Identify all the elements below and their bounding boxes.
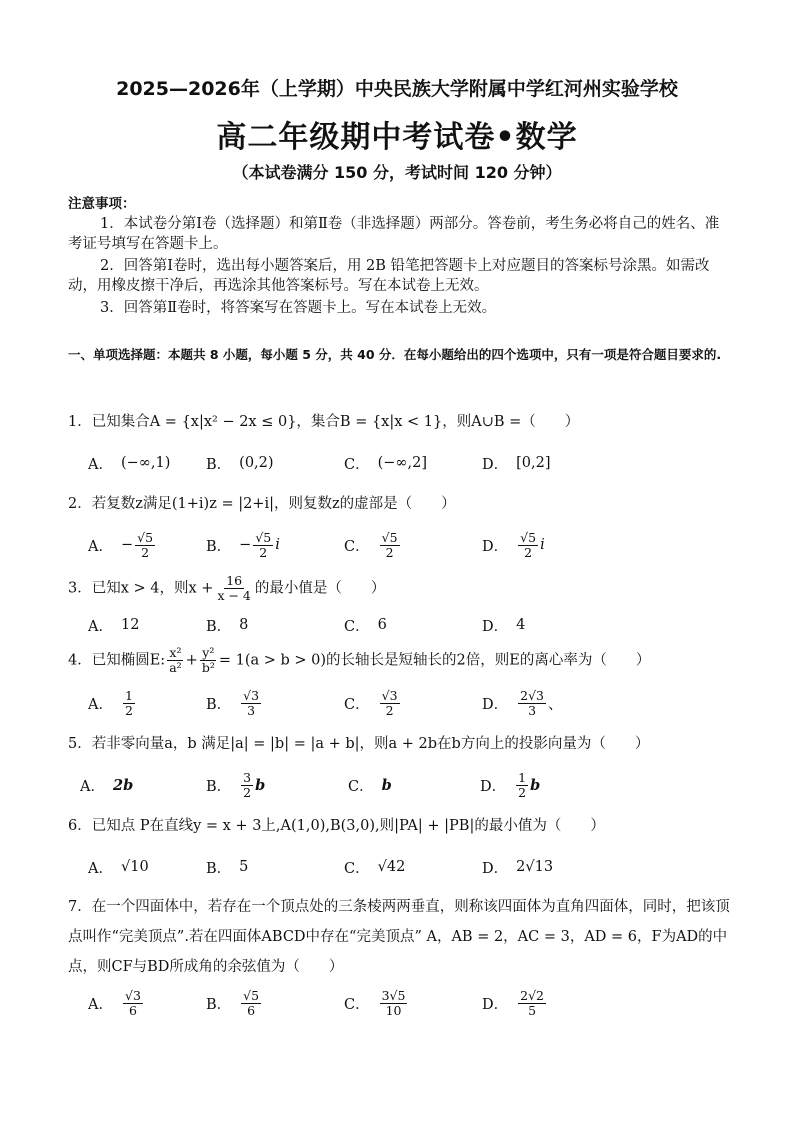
q5-option-b[interactable]: B． $\frac{3}{2}$ b (206, 769, 266, 800)
q2-option-b[interactable]: B． − $\frac{√5}{2}$ i (206, 529, 280, 560)
question-3-stem: 3．已知x > 4，则x + $\frac{16}{x - 4}$ 的最小值是（ ） (68, 573, 386, 603)
question-7-stem: 7．在一个四面体中，若存在一个顶点处的三条棱两两垂直，则称该四面体为直角四面体，同时，把该顶点叫作“完美顶点”.若在四面体ABCD中存在“完美顶点” A，AB = 2，AC = 3，AD = 6，F为AD的中点，则CF与BD所成角的余弦值为（ ） (68, 899, 730, 975)
q2-option-d[interactable]: D． $\frac{√5}{2}$ i (482, 529, 545, 560)
notes-heading: 注意事项： (68, 196, 136, 212)
q4-option-b[interactable]: B． $\frac{√3}{3}$ (206, 687, 260, 718)
question-4-options (88, 686, 648, 720)
q6-option-d[interactable]: D． 2√13 (482, 859, 554, 877)
q5-option-c[interactable]: C． b (348, 776, 392, 795)
q1-option-c[interactable]: C． (−∞,2] (344, 455, 427, 473)
question-1-options (88, 446, 648, 480)
exam-title: 高二年级期中考试卷•数学 (216, 120, 578, 155)
q7-option-c[interactable]: C． $\frac{3√5}{10}$ (344, 987, 406, 1018)
q6-option-c[interactable]: C． √42 (344, 859, 406, 877)
q6-option-b[interactable]: B． 5 (206, 859, 249, 877)
question-3-options (88, 608, 648, 642)
q1-option-d[interactable]: D． [0,2] (482, 455, 551, 473)
q4-option-d[interactable]: D． $\frac{2√3}{3}$ 、 (482, 687, 563, 718)
q5-option-d[interactable]: D． $\frac{1}{2}$ b (480, 769, 541, 800)
question-4-stem: 4．已知椭圆E: $\frac{\text{x²}}{\text{a²}}$ + $\frac{\text{y²}}{\text{b²}}$ = 1(a > b > 0)的长轴长是短轴长的2倍，则E的离心率为（ ） (68, 645, 651, 675)
q6-option-a[interactable]: A． √10 (88, 859, 149, 877)
q4-option-a[interactable]: A． $\frac{1}{2}$ (88, 687, 133, 718)
q3-option-b[interactable]: B． 8 (206, 617, 249, 635)
question-1-stem: 1．已知集合A = {x|x² − 2x ≤ 0}，集合B = {x|x < 1}，则A∪B =（ ） (68, 414, 580, 430)
q3-option-c[interactable]: C． 6 (344, 617, 387, 635)
question-6-options (88, 850, 648, 884)
q5-option-a[interactable]: A． 2b (80, 776, 134, 795)
note-item-2: 2．回答第Ⅰ卷时，选出每小题答案后，用 2B 铅笔把答题卡上对应题目的答案标号涂黑。如需改动，用橡皮擦干净后，再选涂其他答案标号。写在本试卷上无效。 (68, 258, 710, 294)
note-item-3: 3．回答第Ⅱ卷时，将答案写在答题卡上。写在本试卷上无效。 (100, 300, 497, 316)
question-7-options (88, 986, 648, 1020)
q2-option-c[interactable]: C． $\frac{√5}{2}$ (344, 529, 398, 560)
question-2-options (88, 528, 648, 562)
school-name: 2025—2026年（上学期）中央民族大学附属中学红河州实验学校 (116, 78, 678, 100)
q7-option-a[interactable]: A． $\frac{√3}{6}$ (88, 987, 141, 1018)
q4-option-c[interactable]: C． $\frac{√3}{2}$ (344, 687, 398, 718)
question-5-options (80, 768, 640, 802)
question-2-stem: 2．若复数z满足(1+i)z = |2+i|，则复数z的虚部是（ ） (68, 496, 456, 512)
q2-option-a[interactable]: A． − $\frac{√5}{2}$ (88, 529, 154, 560)
section-1-heading: 一、单项选择题：本题共 8 小题，每小题 5 分，共 40 分．在每小题给出的四个选项中，只有一项是符合题目要求的. (68, 347, 722, 362)
q7-option-d[interactable]: D． $\frac{2√2}{5}$ (482, 987, 545, 1018)
q3-option-a[interactable]: A． 12 (88, 617, 140, 635)
q3-option-d[interactable]: D． 4 (482, 617, 526, 635)
q1-option-b[interactable]: B． (0,2) (206, 455, 274, 473)
question-5-stem: 5．若非零向量a，b 满足|a| = |b| = |a + b|，则a + 2b在b方向上的投影向量为（ ） (68, 736, 650, 752)
question-6-stem: 6．已知点 P在直线y = x + 3上,A(1,0),B(3,0),则|PA| + |PB|的最小值为（ ） (68, 818, 605, 834)
q1-option-a[interactable]: A． (−∞,1) (88, 455, 171, 473)
q7-option-b[interactable]: B． $\frac{√5}{6}$ (206, 987, 260, 1018)
exam-subtitle: （本试卷满分 150 分，考试时间 120 分钟） (232, 163, 562, 182)
note-item-1: 1．本试卷分第Ⅰ卷（选择题）和第Ⅱ卷（非选择题）两部分。答卷前，考生务必将自己的姓名、准考证号填写在答题卡上。 (68, 216, 720, 252)
